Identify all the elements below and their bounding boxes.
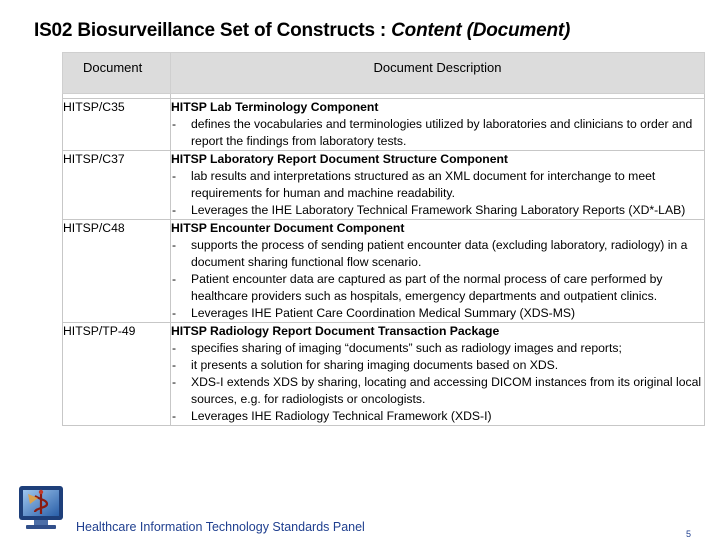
document-id: HITSP/TP-49 bbox=[63, 323, 171, 426]
description-title: HITSP Laboratory Report Document Structure Component bbox=[171, 152, 508, 166]
header-document-description: Document Description bbox=[171, 53, 705, 94]
description-list bbox=[171, 116, 704, 150]
document-id: HITSP/C37 bbox=[63, 151, 171, 220]
table-row bbox=[63, 323, 705, 426]
document-id: HITSP/C48 bbox=[63, 220, 171, 323]
list-item bbox=[171, 340, 704, 357]
dash-bullet-icon: - bbox=[172, 169, 177, 183]
description-list bbox=[171, 340, 704, 425]
page-number: 5 bbox=[686, 529, 692, 539]
list-item bbox=[171, 168, 704, 202]
title-italic-part: Content (Document) bbox=[391, 20, 571, 41]
list-item-text: it presents a solution for sharing imaging documents based on XDS. bbox=[191, 358, 559, 372]
list-item bbox=[171, 116, 704, 150]
dash-bullet-icon: - bbox=[172, 358, 177, 372]
list-item-text: specifies sharing of imaging “documents” such as radiology images and reports; bbox=[191, 341, 622, 355]
table-row bbox=[63, 99, 705, 151]
footer-org: Healthcare Information Technology Standards Panel bbox=[76, 520, 365, 534]
document-description bbox=[171, 151, 705, 220]
list-item bbox=[171, 374, 704, 408]
table-row bbox=[63, 151, 705, 220]
list-item-text: lab results and interpretations structured as an XML document for interchange to meet requirements for human and machine readability. bbox=[191, 169, 656, 200]
list-item-text: Leverages IHE Radiology Technical Framework (XDS-I) bbox=[191, 409, 492, 423]
title-regular-part: Set of Constructs : bbox=[214, 20, 392, 41]
dash-bullet-icon: - bbox=[172, 203, 177, 217]
document-description bbox=[171, 99, 705, 151]
table-header-row bbox=[63, 53, 705, 94]
dash-bullet-icon: - bbox=[172, 409, 177, 423]
list-item-text: defines the vocabularies and terminologies utilized by laboratories and clinicians to order and report the findings from laboratory tests. bbox=[191, 117, 693, 148]
description-title: HITSP Radiology Report Document Transaction Package bbox=[171, 324, 500, 338]
list-item bbox=[171, 408, 704, 425]
list-item bbox=[171, 305, 704, 322]
header-document: Document bbox=[63, 53, 171, 94]
list-item bbox=[171, 202, 704, 219]
document-description bbox=[171, 220, 705, 323]
dash-bullet-icon: - bbox=[172, 341, 177, 355]
dash-bullet-icon: - bbox=[172, 306, 177, 320]
description-list bbox=[171, 168, 704, 219]
description-list bbox=[171, 237, 704, 322]
hitsp-logo-icon bbox=[14, 482, 72, 532]
dash-bullet-icon: - bbox=[172, 272, 177, 286]
dash-bullet-icon: - bbox=[172, 238, 177, 252]
list-item-text: XDS-I extends XDS by sharing, locating and accessing DICOM instances from its original local sources, e.g. for radiologists or oncologists. bbox=[191, 375, 702, 406]
constructs-table bbox=[62, 52, 705, 426]
list-item-text: supports the process of sending patient encounter data (excluding laboratory, radiology) in a document sharing functional flow scenario. bbox=[191, 238, 688, 269]
list-item-text: Leverages IHE Patient Care Coordination Medical Summary (XDS-MS) bbox=[191, 306, 576, 320]
list-item bbox=[171, 357, 704, 374]
document-description bbox=[171, 323, 705, 426]
description-title: HITSP Encounter Document Component bbox=[171, 221, 405, 235]
page-title bbox=[34, 20, 570, 42]
description-title: HITSP Lab Terminology Component bbox=[171, 100, 379, 114]
list-item-text: Patient encounter data are captured as part of the normal process of care performed by healthcare providers such as hospitals, emergency departments and outpatient clinics. bbox=[191, 272, 663, 303]
dash-bullet-icon: - bbox=[172, 117, 177, 131]
table-body bbox=[63, 99, 705, 426]
list-item bbox=[171, 271, 704, 305]
list-item-text: Leverages the IHE Laboratory Technical Framework Sharing Laboratory Reports (XD*-LAB) bbox=[191, 203, 686, 217]
dash-bullet-icon: - bbox=[172, 375, 177, 389]
list-item bbox=[171, 237, 704, 271]
table-row bbox=[63, 220, 705, 323]
title-bold-part: IS02 Biosurveillance bbox=[34, 20, 215, 41]
document-id: HITSP/C35 bbox=[63, 99, 171, 151]
